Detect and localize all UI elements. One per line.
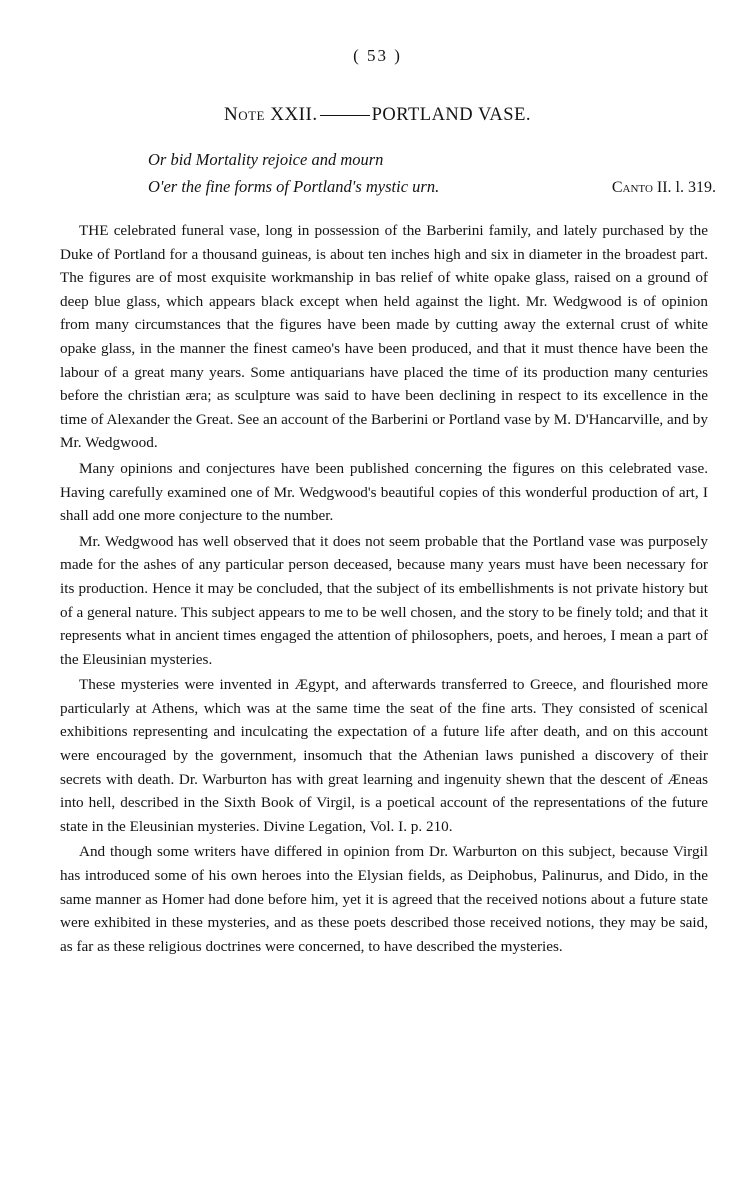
canto-label: Canto [611,179,653,196]
canto-reference [612,174,716,201]
note-label: Note XXII. [224,104,318,125]
heading-dash [320,115,370,116]
paragraph-5: And though some writers have differed in opinion from Dr. Warburton on this subject, because Virgil has introduced some of his own heroes into the Elysian fields, as Deiphobus, Palinurus, and Dido, in the same manner as Homer had done before him, yet it is agreed that the received notions about a future state were exhibited in these mysteries, and as these poets described those received notions, they may be said, as far as these religious doctrines were concerned, to have described the mysteries. [60,843,708,955]
paragraph-3: Mr. Wedgwood has well observed that it does not seem probable that the Portland vase was purposely made for the ashes of any particular person deceased, because many years must have been necessary for its production. Hence it may be concluded, that the subject of its embellishments is not private history but of a general nature. This subject appears to me to be well chosen, and the story to be finely told; and that it represents what in ancient times engaged the attention of philosophers, poets, and heroes, I mean a part of the Eleusinian mysteries. [60,532,708,668]
paragraph-1: THE celebrated funeral vase, long in possession of the Barberini family, and lately purchased by the Duke of Portland for a thousand guineas, is about ten inches high and six in diameter in the broadest part. The figures are of most exquisite workmanship in bas relief of white opake glass, raised on a ground of deep blue glass, which appears black except when held against the light. Mr. Wedgwood is of opinion from many circumstances that the figures have been made by cutting away the external crust of white opake glass, in the manner the finest cameo's have been produced, and that it must thence have been the labour of a great many years. Some antiquarians have placed the time of its production many centuries before the christian æra; as sculpture was said to have been declining in respect to its excellence in the time of Alexander the Great. See an account of the Barberini or Portland vase by M. D'Hancarville, and by Mr. Wedgwood. [60,222,708,452]
paragraph-4: These mysteries were invented in Ægypt, and afterwards transferred to Greece, and flourished more particularly at Athens, which was at the same time the seat of the fine arts. They consisted of scenical exhibitions representing and inculcating the expectation of a future life after death, and on this account were encouraged by the government, insomuch that the Athenian laws punished a discovery of their secrets with death. Dr. Warburton has with great learning and ingenuity shewn that the descent of Æneas into hell, described in the Sixth Book of Virgil, is a poetical account of the representations of the future state in the Eleusinian mysteries. Divine Legation, Vol. I. p. 210. [60,676,708,835]
note-title: PORTLAND VASE. [371,105,531,125]
body-text [60,219,708,958]
page-number: ( 53 ) [353,46,402,65]
canto-ref: II. l. 319. [656,179,716,196]
note-heading [0,104,755,126]
epigraph-line-1: Or bid Mortality rejoice and mourn [148,150,384,169]
epigraph-line-2: O'er the fine forms of Portland's mystic urn. [148,177,440,196]
epigraph [148,146,716,201]
epigraph-line-2-row [148,173,716,201]
paragraph-2: Many opinions and conjectures have been published concerning the figures on this celebrated vase. Having carefully examined one of Mr. Wedgwood's beautiful copies of this wonderful production of art, I shall add one more conjecture to the number. [60,459,708,525]
